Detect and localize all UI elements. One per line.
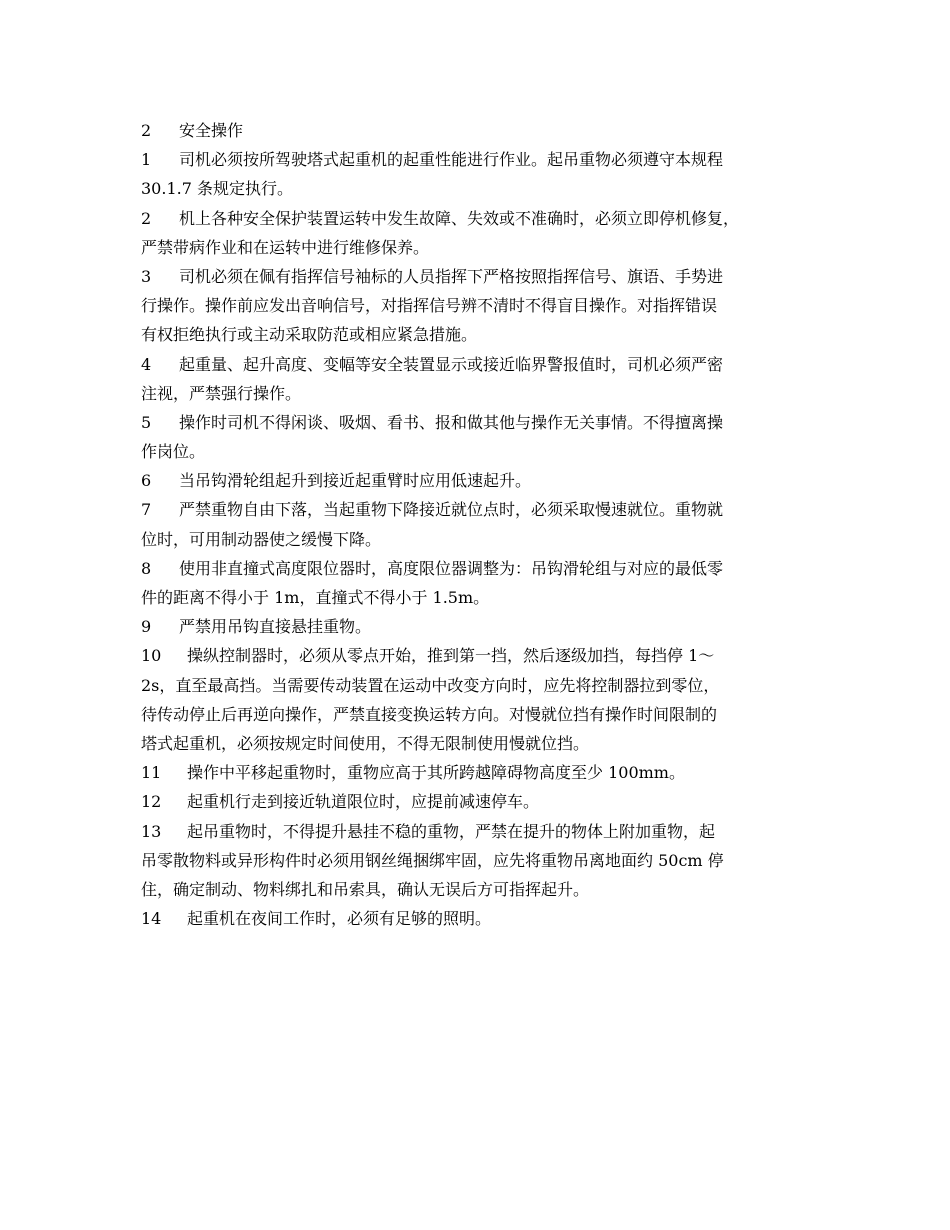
rule-number: 5: [141, 412, 152, 432]
rule-continuation-line: 严禁带病作业和在运转中进行维修保养。: [141, 237, 430, 257]
rule-number: 10: [141, 646, 162, 666]
rule-first-line: [141, 904, 811, 933]
rule-item: [141, 612, 811, 641]
section-number: 2: [141, 121, 152, 140]
section-heading: [141, 116, 811, 145]
rule-number: 3: [141, 266, 152, 286]
rule-item: [141, 787, 811, 816]
rule-first-line: [141, 641, 811, 670]
rule-item: [141, 466, 811, 495]
rule-item: [141, 904, 811, 933]
rule-continuation-line: 位时，可用制动器使之缓慢下降。: [141, 529, 382, 549]
rule-first-line: [141, 466, 811, 495]
rule-first-line: [141, 350, 811, 379]
rule-first-line: [141, 758, 811, 787]
rule-text: 严禁用吊钩直接悬挂重物。: [179, 617, 372, 637]
rule-first-line: [141, 495, 811, 524]
rule-item: [141, 350, 811, 408]
rule-text: 操作中平移起重物时，重物应高于其所跨越障碍物高度至少 100mm。: [187, 763, 685, 783]
rule-continuation-line: 吊零散物料或异形构件时必须用钢丝绳捆绑牢固，应先将重物吊离地面约 50cm 停: [141, 850, 724, 870]
rule-first-line: [141, 612, 811, 641]
rule-number: 1: [141, 150, 152, 170]
rule-first-line: [141, 787, 811, 816]
rule-number: 8: [141, 558, 152, 578]
rule-item: [141, 145, 811, 203]
rule-continuation-line: 塔式起重机，必须按规定时间使用，不得无限制使用慢就位挡。: [141, 733, 590, 753]
rule-first-line: [141, 204, 811, 233]
rule-item: [141, 641, 811, 758]
rule-continuation-line: 2s，直至最高挡。当需要传动装置在运动中改变方向时，应先将控制器拉到零位，: [141, 675, 720, 695]
rule-number: 9: [141, 617, 152, 637]
rule-first-line: [141, 817, 811, 846]
rule-item: [141, 817, 811, 905]
rule-number: 13: [141, 821, 162, 841]
rule-first-line: [141, 408, 811, 437]
rule-text: 机上各种安全保护装置运转中发生故障、失效或不准确时，必须立即停机修复，: [179, 208, 740, 228]
rule-continuation-line: 注视，严禁强行操作。: [141, 383, 302, 403]
rule-text: 操纵控制器时，必须从零点开始，推到第一挡，然后逐级加挡，每挡停 1～: [187, 646, 715, 666]
rule-text: 司机必须在佩有指挥信号袖标的人员指挥下严格按照指挥信号、旗语、手势进: [179, 266, 724, 286]
rule-continuation-line: 住，确定制动、物料绑扎和吊索具，确认无误后方可指挥起升。: [141, 879, 590, 899]
rule-text: 起重机在夜间工作时，必须有足够的照明。: [187, 909, 492, 929]
rule-first-line: [141, 262, 811, 291]
rule-continuation-line: 行操作。操作前应发出音响信号，对指挥信号辨不清时不得盲目操作。对指挥错误: [141, 296, 718, 316]
rule-item: [141, 204, 811, 262]
rule-number: 4: [141, 354, 152, 374]
rule-text: 起吊重物时，不得提升悬挂不稳的重物，严禁在提升的物体上附加重物，起: [187, 821, 716, 841]
rule-item: [141, 758, 811, 787]
rule-text: 使用非直撞式高度限位器时，高度限位器调整为：吊钩滑轮组与对应的最低零: [179, 558, 724, 578]
rule-text: 严禁重物自由下落，当起重物下降接近就位点时，必须采取慢速就位。重物就: [179, 500, 724, 520]
document-body: [141, 116, 811, 933]
rule-list: [141, 145, 811, 933]
rule-item: [141, 408, 811, 466]
rule-number: 14: [141, 909, 162, 929]
rule-first-line: [141, 554, 811, 583]
rule-text: 操作时司机不得闲谈、吸烟、看书、报和做其他与操作无关事情。不得擅离操: [179, 412, 724, 432]
rule-continuation-line: 作岗位。: [141, 442, 206, 462]
rule-continuation-line: 待传动停止后再逆向操作，严禁直接变换运转方向。对慢就位挡有操作时间限制的: [141, 704, 718, 724]
rule-item: [141, 262, 811, 350]
rule-text: 起重机行走到接近轨道限位时，应提前减速停车。: [187, 792, 540, 812]
rule-item: [141, 495, 811, 553]
rule-item: [141, 554, 811, 612]
rule-continuation-line: 件的距离不得小于 1m，直撞式不得小于 1.5m。: [141, 588, 490, 607]
rule-first-line: [141, 145, 811, 174]
rule-number: 11: [141, 763, 162, 783]
rule-text: 起重量、起升高度、变幅等安全装置显示或接近临界警报值时，司机必须严密: [179, 354, 724, 374]
rule-text: 当吊钩滑轮组起升到接近起重臂时应用低速起升。: [179, 471, 532, 491]
rule-continuation-line: 30.1.7 条规定执行。: [141, 179, 293, 199]
section-title: 安全操作: [179, 121, 244, 140]
rule-continuation-line: 有权拒绝执行或主动采取防范或相应紧急措施。: [141, 325, 478, 345]
rule-number: 7: [141, 500, 152, 520]
rule-number: 2: [141, 208, 152, 228]
rule-number: 12: [141, 792, 162, 812]
rule-number: 6: [141, 471, 152, 491]
rule-text: 司机必须按所驾驶塔式起重机的起重性能进行作业。起吊重物必须遵守本规程: [179, 150, 724, 170]
